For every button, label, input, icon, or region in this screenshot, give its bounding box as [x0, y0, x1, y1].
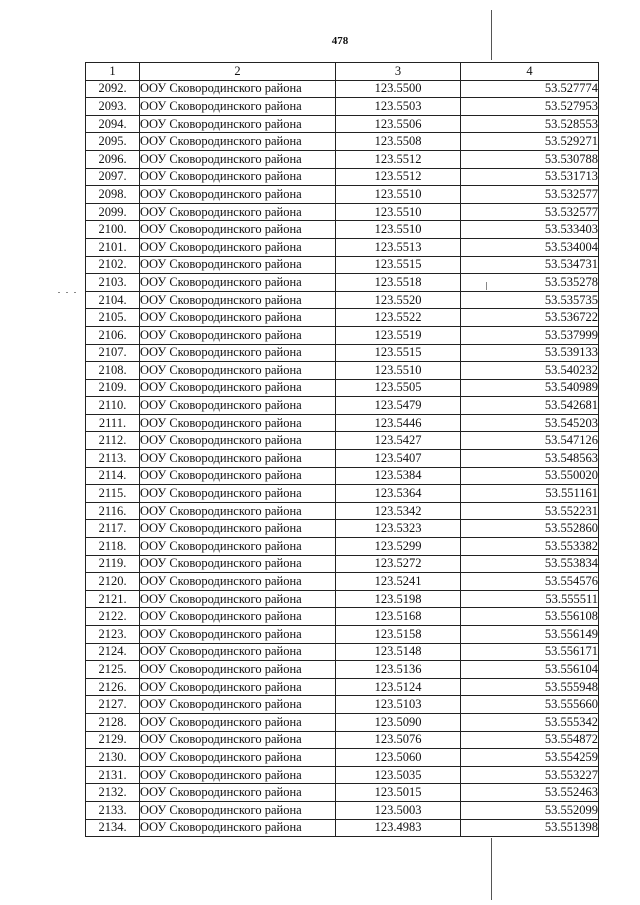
longitude-cell: 123.5503 — [336, 98, 461, 116]
table-row — [86, 450, 599, 468]
row-number-cell: 2125. — [86, 661, 140, 679]
longitude-cell: 123.5015 — [336, 784, 461, 802]
row-number-cell: 2112. — [86, 432, 140, 450]
longitude-cell: 123.5384 — [336, 467, 461, 485]
row-name-cell: ООУ Сковородинского района — [140, 150, 336, 168]
table-row — [86, 502, 599, 520]
longitude-cell: 123.5148 — [336, 643, 461, 661]
table-row — [86, 766, 599, 784]
row-name-cell: ООУ Сковородинского района — [140, 696, 336, 714]
table-row — [86, 238, 599, 256]
row-name-cell: ООУ Сковородинского района — [140, 326, 336, 344]
latitude-cell: 53.527774 — [461, 80, 599, 98]
row-number-cell: 2133. — [86, 801, 140, 819]
latitude-cell: 53.556104 — [461, 661, 599, 679]
scan-artifact-line-top — [491, 10, 492, 60]
longitude-cell: 123.5512 — [336, 150, 461, 168]
table-row — [86, 150, 599, 168]
longitude-cell: 123.5060 — [336, 749, 461, 767]
table-row — [86, 713, 599, 731]
row-number-cell: 2116. — [86, 502, 140, 520]
table-row — [86, 520, 599, 538]
row-number-cell: 2095. — [86, 133, 140, 151]
row-number-cell: 2094. — [86, 115, 140, 133]
row-number-cell: 2124. — [86, 643, 140, 661]
latitude-cell: 53.554259 — [461, 749, 599, 767]
coordinates-table — [85, 62, 599, 837]
latitude-cell: 53.552099 — [461, 801, 599, 819]
table-row — [86, 555, 599, 573]
row-number-cell: 2128. — [86, 713, 140, 731]
row-name-cell: ООУ Сковородинского района — [140, 203, 336, 221]
row-name-cell: ООУ Сковородинского района — [140, 801, 336, 819]
table-row — [86, 749, 599, 767]
longitude-cell: 123.5518 — [336, 274, 461, 292]
scan-speck — [74, 292, 76, 293]
row-name-cell: ООУ Сковородинского района — [140, 661, 336, 679]
longitude-cell: 123.5323 — [336, 520, 461, 538]
row-name-cell: ООУ Сковородинского района — [140, 678, 336, 696]
row-number-cell: 2114. — [86, 467, 140, 485]
row-number-cell: 2099. — [86, 203, 140, 221]
longitude-cell: 123.5158 — [336, 626, 461, 644]
longitude-cell: 123.5510 — [336, 221, 461, 239]
row-name-cell: ООУ Сковородинского района — [140, 309, 336, 327]
row-name-cell: ООУ Сковородинского района — [140, 502, 336, 520]
longitude-cell: 123.5506 — [336, 115, 461, 133]
row-number-cell: 2115. — [86, 485, 140, 503]
table-row — [86, 573, 599, 591]
latitude-cell: 53.556149 — [461, 626, 599, 644]
row-name-cell: ООУ Сковородинского района — [140, 766, 336, 784]
latitude-cell: 53.529271 — [461, 133, 599, 151]
row-name-cell: ООУ Сковородинского района — [140, 274, 336, 292]
latitude-cell: 53.528553 — [461, 115, 599, 133]
latitude-cell: 53.535735 — [461, 291, 599, 309]
row-number-cell: 2111. — [86, 414, 140, 432]
longitude-cell: 123.5510 — [336, 362, 461, 380]
column-header-name: 2 — [140, 63, 336, 81]
table-row — [86, 115, 599, 133]
row-number-cell: 2113. — [86, 450, 140, 468]
row-name-cell: ООУ Сковородинского района — [140, 115, 336, 133]
longitude-cell: 123.5407 — [336, 450, 461, 468]
row-number-cell: 2105. — [86, 309, 140, 327]
longitude-cell: 123.5479 — [336, 397, 461, 415]
latitude-cell: 53.555511 — [461, 590, 599, 608]
row-number-cell: 2129. — [86, 731, 140, 749]
latitude-cell: 53.556108 — [461, 608, 599, 626]
longitude-cell: 123.5505 — [336, 379, 461, 397]
table-row — [86, 485, 599, 503]
row-name-cell: ООУ Сковородинского района — [140, 362, 336, 380]
table-row — [86, 784, 599, 802]
latitude-cell: 53.556171 — [461, 643, 599, 661]
row-name-cell: ООУ Сковородинского района — [140, 238, 336, 256]
longitude-cell: 123.5512 — [336, 168, 461, 186]
table-row — [86, 379, 599, 397]
row-number-cell: 2103. — [86, 274, 140, 292]
table-row — [86, 538, 599, 556]
row-name-cell: ООУ Сковородинского района — [140, 467, 336, 485]
table-row — [86, 133, 599, 151]
latitude-cell: 53.532577 — [461, 203, 599, 221]
longitude-cell: 123.5500 — [336, 80, 461, 98]
row-number-cell: 2134. — [86, 819, 140, 837]
row-name-cell: ООУ Сковородинского района — [140, 186, 336, 204]
row-number-cell: 2108. — [86, 362, 140, 380]
table-row — [86, 256, 599, 274]
longitude-cell: 123.5519 — [336, 326, 461, 344]
latitude-cell: 53.548563 — [461, 450, 599, 468]
longitude-cell: 123.5136 — [336, 661, 461, 679]
longitude-cell: 123.5198 — [336, 590, 461, 608]
table-row — [86, 467, 599, 485]
table-row — [86, 344, 599, 362]
latitude-cell: 53.533403 — [461, 221, 599, 239]
row-name-cell: ООУ Сковородинского района — [140, 397, 336, 415]
latitude-cell: 53.553834 — [461, 555, 599, 573]
longitude-cell: 123.5090 — [336, 713, 461, 731]
longitude-cell: 123.5168 — [336, 608, 461, 626]
column-header-number: 1 — [86, 63, 140, 81]
table-row — [86, 291, 599, 309]
row-name-cell: ООУ Сковородинского района — [140, 590, 336, 608]
latitude-cell: 53.537999 — [461, 326, 599, 344]
longitude-cell: 123.5508 — [336, 133, 461, 151]
longitude-cell: 123.5513 — [336, 238, 461, 256]
table-row — [86, 801, 599, 819]
table-row — [86, 432, 599, 450]
longitude-cell: 123.5515 — [336, 256, 461, 274]
row-number-cell: 2118. — [86, 538, 140, 556]
longitude-cell: 123.5035 — [336, 766, 461, 784]
longitude-cell: 123.5510 — [336, 203, 461, 221]
row-name-cell: ООУ Сковородинского района — [140, 221, 336, 239]
table-body — [86, 80, 599, 837]
longitude-cell: 123.5003 — [336, 801, 461, 819]
latitude-cell: 53.552860 — [461, 520, 599, 538]
latitude-cell: 53.550020 — [461, 467, 599, 485]
table-row — [86, 309, 599, 327]
table-row — [86, 362, 599, 380]
latitude-cell: 53.534731 — [461, 256, 599, 274]
column-header-longitude: 3 — [336, 63, 461, 81]
table-row — [86, 678, 599, 696]
latitude-cell: 53.535278 — [461, 274, 599, 292]
table-row — [86, 274, 599, 292]
row-number-cell: 2097. — [86, 168, 140, 186]
row-number-cell: 2110. — [86, 397, 140, 415]
latitude-cell: 53.547126 — [461, 432, 599, 450]
row-number-cell: 2107. — [86, 344, 140, 362]
longitude-cell: 123.5124 — [336, 678, 461, 696]
table-row — [86, 643, 599, 661]
latitude-cell: 53.555948 — [461, 678, 599, 696]
row-number-cell: 2121. — [86, 590, 140, 608]
row-name-cell: ООУ Сковородинского района — [140, 555, 336, 573]
row-name-cell: ООУ Сковородинского района — [140, 713, 336, 731]
row-name-cell: ООУ Сковородинского района — [140, 450, 336, 468]
row-number-cell: 2098. — [86, 186, 140, 204]
table-row — [86, 168, 599, 186]
table-header-row — [86, 63, 599, 81]
latitude-cell: 53.552231 — [461, 502, 599, 520]
latitude-cell: 53.534004 — [461, 238, 599, 256]
row-name-cell: ООУ Сковородинского района — [140, 414, 336, 432]
row-name-cell: ООУ Сковородинского района — [140, 608, 336, 626]
row-number-cell: 2126. — [86, 678, 140, 696]
latitude-cell: 53.530788 — [461, 150, 599, 168]
longitude-cell: 123.5427 — [336, 432, 461, 450]
row-number-cell: 2093. — [86, 98, 140, 116]
latitude-cell: 53.554872 — [461, 731, 599, 749]
longitude-cell: 123.5103 — [336, 696, 461, 714]
row-name-cell: ООУ Сковородинского района — [140, 432, 336, 450]
row-number-cell: 2101. — [86, 238, 140, 256]
row-name-cell: ООУ Сковородинского района — [140, 168, 336, 186]
latitude-cell: 53.527953 — [461, 98, 599, 116]
row-number-cell: 2092. — [86, 80, 140, 98]
scan-artifact-line-bottom — [491, 838, 492, 900]
row-number-cell: 2104. — [86, 291, 140, 309]
longitude-cell: 123.5342 — [336, 502, 461, 520]
latitude-cell: 53.555660 — [461, 696, 599, 714]
row-name-cell: ООУ Сковородинского района — [140, 256, 336, 274]
row-number-cell: 2102. — [86, 256, 140, 274]
row-name-cell: ООУ Сковородинского района — [140, 344, 336, 362]
row-number-cell: 2127. — [86, 696, 140, 714]
latitude-cell: 53.536722 — [461, 309, 599, 327]
latitude-cell: 53.540989 — [461, 379, 599, 397]
table-row — [86, 414, 599, 432]
row-number-cell: 2120. — [86, 573, 140, 591]
table-row — [86, 661, 599, 679]
longitude-cell: 123.5364 — [336, 485, 461, 503]
row-number-cell: 2100. — [86, 221, 140, 239]
latitude-cell: 53.542681 — [461, 397, 599, 415]
row-number-cell: 2096. — [86, 150, 140, 168]
row-number-cell: 2131. — [86, 766, 140, 784]
longitude-cell: 123.5515 — [336, 344, 461, 362]
row-name-cell: ООУ Сковородинского района — [140, 731, 336, 749]
row-name-cell: ООУ Сковородинского района — [140, 626, 336, 644]
latitude-cell: 53.555342 — [461, 713, 599, 731]
row-name-cell: ООУ Сковородинского района — [140, 379, 336, 397]
longitude-cell: 123.5241 — [336, 573, 461, 591]
row-name-cell: ООУ Сковородинского района — [140, 133, 336, 151]
row-name-cell: ООУ Сковородинского района — [140, 643, 336, 661]
table-row — [86, 819, 599, 837]
longitude-cell: 123.4983 — [336, 819, 461, 837]
row-number-cell: 2123. — [86, 626, 140, 644]
latitude-cell: 53.551161 — [461, 485, 599, 503]
latitude-cell: 53.553227 — [461, 766, 599, 784]
latitude-cell: 53.540232 — [461, 362, 599, 380]
longitude-cell: 123.5446 — [336, 414, 461, 432]
table-row — [86, 608, 599, 626]
latitude-cell: 53.545203 — [461, 414, 599, 432]
latitude-cell: 53.531713 — [461, 168, 599, 186]
table-row — [86, 326, 599, 344]
row-name-cell: ООУ Сковородинского района — [140, 98, 336, 116]
row-number-cell: 2117. — [86, 520, 140, 538]
row-name-cell: ООУ Сковородинского района — [140, 784, 336, 802]
row-name-cell: ООУ Сковородинского района — [140, 749, 336, 767]
row-name-cell: ООУ Сковородинского района — [140, 520, 336, 538]
row-number-cell: 2130. — [86, 749, 140, 767]
table-row — [86, 98, 599, 116]
longitude-cell: 123.5299 — [336, 538, 461, 556]
row-number-cell: 2132. — [86, 784, 140, 802]
longitude-cell: 123.5520 — [336, 291, 461, 309]
row-number-cell: 2106. — [86, 326, 140, 344]
latitude-cell: 53.532577 — [461, 186, 599, 204]
table-row — [86, 590, 599, 608]
longitude-cell: 123.5272 — [336, 555, 461, 573]
latitude-cell: 53.553382 — [461, 538, 599, 556]
row-name-cell: ООУ Сковородинского района — [140, 485, 336, 503]
row-name-cell: ООУ Сковородинского района — [140, 80, 336, 98]
table-row — [86, 80, 599, 98]
longitude-cell: 123.5510 — [336, 186, 461, 204]
row-number-cell: 2122. — [86, 608, 140, 626]
row-number-cell: 2109. — [86, 379, 140, 397]
scan-speck — [58, 292, 60, 293]
page-number: 478 — [331, 35, 349, 47]
table-row — [86, 186, 599, 204]
row-name-cell: ООУ Сковородинского района — [140, 819, 336, 837]
column-header-latitude: 4 — [461, 63, 599, 81]
latitude-cell: 53.554576 — [461, 573, 599, 591]
row-name-cell: ООУ Сковородинского района — [140, 538, 336, 556]
table-row — [86, 397, 599, 415]
longitude-cell: 123.5522 — [336, 309, 461, 327]
table-row — [86, 731, 599, 749]
table-row — [86, 221, 599, 239]
table-row — [86, 203, 599, 221]
table-row — [86, 696, 599, 714]
scan-speck — [66, 292, 68, 293]
longitude-cell: 123.5076 — [336, 731, 461, 749]
table-row — [86, 626, 599, 644]
row-number-cell: 2119. — [86, 555, 140, 573]
latitude-cell: 53.539133 — [461, 344, 599, 362]
row-name-cell: ООУ Сковородинского района — [140, 573, 336, 591]
latitude-cell: 53.551398 — [461, 819, 599, 837]
latitude-cell: 53.552463 — [461, 784, 599, 802]
row-name-cell: ООУ Сковородинского района — [140, 291, 336, 309]
